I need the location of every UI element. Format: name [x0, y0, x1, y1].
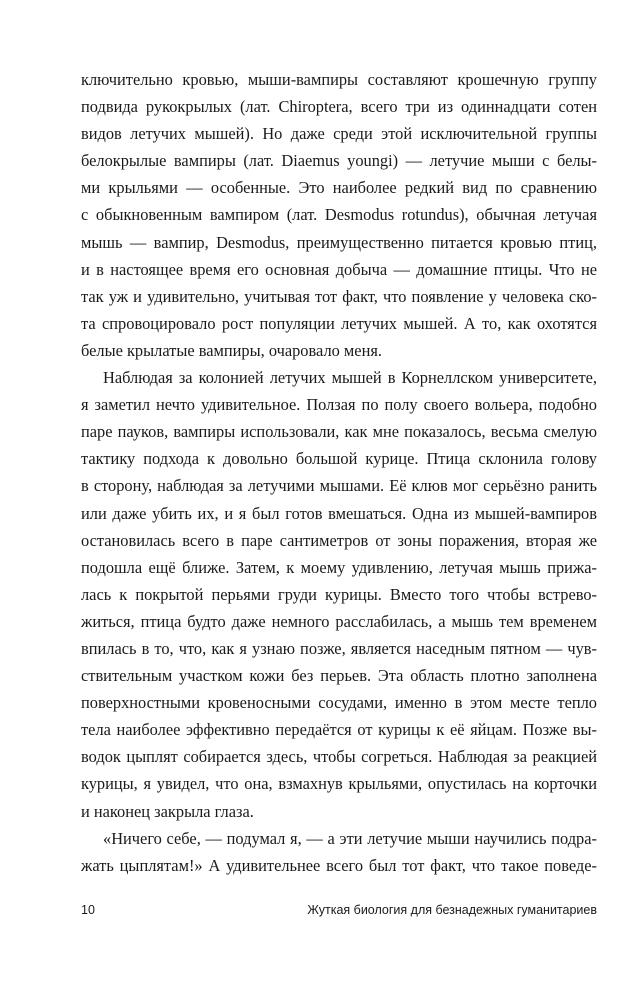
text-line: тела наиболее эффективно передаётся от курицы к её яйцам. Позже вы- — [81, 720, 597, 740]
text-line: так уж и удивительно, учитывая тот факт, что появление у человека ско- — [81, 286, 597, 306]
text-line: с обыкновенным вампиром (лат. Desmodus rotundus), обычная летучая — [81, 205, 597, 225]
text-line: и наконец закрыла глаза. — [81, 801, 254, 821]
text-line: я заметил нечто удивительное. Ползая по полу своего вольера, подобно — [81, 395, 597, 415]
text-line: ствительным участком кожи без перьев. Эта область плотно заполнена — [81, 666, 597, 686]
text-line: впилась в то, что, как я узнаю позже, является наседным пятном — чув- — [81, 638, 597, 658]
text-line: ми крыльями — особенные. Это наиболее редкий вид по сравнению — [81, 178, 597, 198]
text-line: поверхностными кровеносными сосудами, именно в этом месте тепло — [81, 693, 597, 713]
paragraph-3 — [81, 825, 597, 879]
text-line: тактику подхода к довольно большой курице. Птица склонила голову — [81, 449, 597, 469]
text-line: «Ничего себе, — подумал я, — а эти летучие мыши научились подра- — [103, 828, 597, 848]
text-line: белокрылые вампиры (лат. Diaemus youngi) — летучие мыши с белы- — [81, 151, 597, 171]
page-footer — [81, 903, 597, 923]
text-line: подвида рукокрылых (лат. Chiroptera, всего три из одиннадцати сотен — [81, 97, 597, 117]
text-line: или даже убить их, и я был готов вмешаться. Одна из мышей-вампиров — [81, 503, 597, 523]
page-number: 10 — [81, 903, 95, 917]
text-line: лась к покрытой перьями груди курицы. Вместо того чтобы встрево- — [81, 584, 597, 604]
text-line: белые крылатые вампиры, очаровало меня. — [81, 340, 382, 360]
text-line: видов летучих мышей). Но даже среди этой исключительной группы — [81, 124, 597, 144]
running-title: Жуткая биология для безнадежных гуманитариев — [307, 903, 597, 917]
text-line: подошла ещё ближе. Затем, к моему удивлению, летучая мышь прижа- — [81, 557, 597, 577]
body-text — [81, 66, 597, 879]
text-line: и в настоящее время его основная добыча — домашние птицы. Что не — [81, 259, 597, 279]
text-line: в сторону, наблюдая за летучими мышами. Её клюв мог серьёзно ранить — [81, 476, 597, 496]
text-line: Наблюдая за колонией летучих мышей в Корнеллском университете, — [103, 368, 597, 388]
text-line: житься, птица будто даже немного расслабилась, а мышь тем временем — [81, 611, 597, 631]
text-line: мышь — вампир, Desmodus, преимущественно питается кровью птиц, — [81, 232, 597, 252]
paragraph-1 — [81, 66, 597, 364]
text-line: курицы, я увидел, что она, взмахнув крыльями, опустилась на корточки — [81, 774, 597, 794]
text-line: водок цыплят собирается здесь, чтобы согреться. Наблюдая за реакцией — [81, 747, 597, 767]
text-line: жать цыплятам!» А удивительнее всего был тот факт, что такое поведе- — [81, 855, 597, 875]
text-line: паре пауков, вампиры использовали, как мне показалось, весьма смелую — [81, 422, 597, 442]
text-line: та спровоцировало рост популяции летучих мышей. А то, как охотятся — [81, 313, 597, 333]
paragraph-2 — [81, 364, 597, 825]
text-line: остановилась всего в паре сантиметров от зоны поражения, вторая же — [81, 530, 597, 550]
text-line: ключительно кровью, мыши-вампиры составляют крошечную группу — [81, 70, 597, 89]
